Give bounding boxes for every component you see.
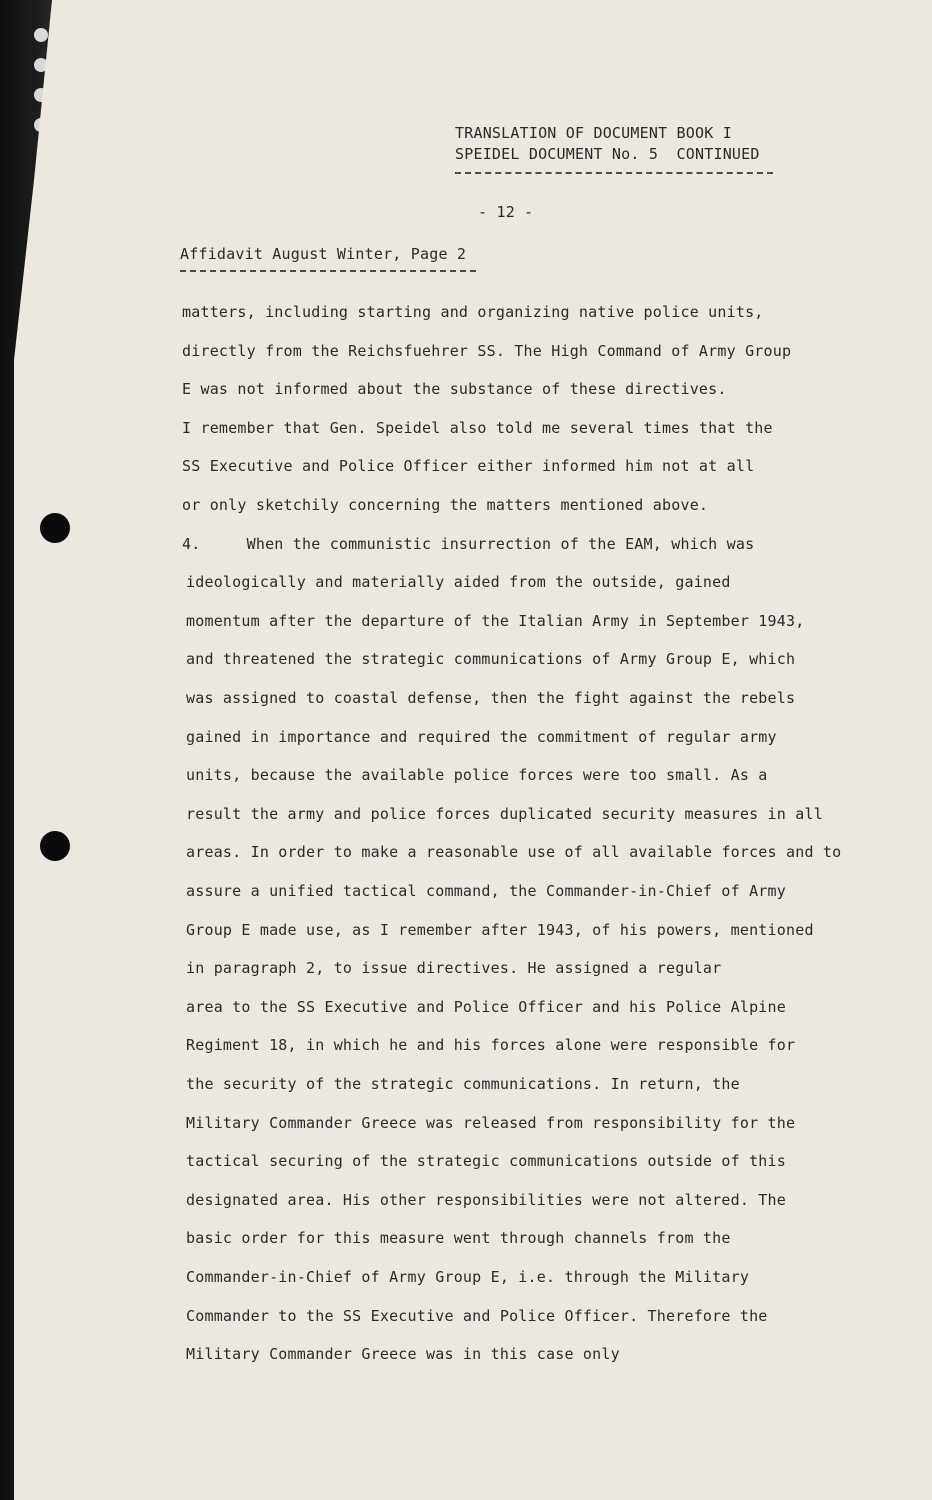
body-line: Commander-in-Chief of Army Group E, i.e. through the Military — [186, 1268, 750, 1286]
body-line: momentum after the departure of the Italian Army in September 1943, — [186, 611, 805, 630]
affidavit-title: Affidavit August Winter, Page 2 — [180, 245, 467, 263]
body-line: basic order for this measure went through channels from the — [186, 1229, 731, 1248]
body-line: the security of the strategic communications. In return, the — [186, 1075, 740, 1093]
document-header-line-2: SPEIDEL DOCUMENT No. 5 CONTINUED — [455, 145, 760, 163]
punch-hole — [40, 831, 70, 861]
body-line: Regiment 18, in which he and his forces alone were responsible for — [186, 1036, 796, 1055]
body-line: ideologically and materially aided from the outside, gained — [186, 573, 731, 592]
body-line: result the army and police forces duplicated security measures in all — [186, 804, 823, 823]
body-line: and threatened the strategic communications of Army Group E, which — [186, 650, 796, 669]
header-divider — [455, 172, 773, 174]
body-line: or only sketchily concerning the matters mentioned above. — [182, 496, 709, 514]
body-line: directly from the Reichsfuehrer SS. The High Command of Army Group — [182, 341, 792, 360]
body-line: designated area. His other responsibilities were not altered. The — [186, 1190, 786, 1209]
document-header-line-1: TRANSLATION OF DOCUMENT BOOK I — [455, 124, 732, 142]
body-line: tactical securing of the strategic communications outside of this — [186, 1152, 786, 1171]
punch-hole — [40, 513, 70, 543]
body-line: E was not informed about the substance of these directives. — [182, 380, 727, 399]
binding-ring — [34, 28, 48, 42]
body-line: Military Commander Greece was in this case only — [186, 1345, 620, 1364]
body-line: Commander to the SS Executive and Police Officer. Therefore the — [186, 1306, 768, 1325]
page-number: - 12 - — [478, 203, 534, 221]
body-line: Group E made use, as I remember after 1943, of his powers, mentioned — [186, 920, 814, 939]
body-line: units, because the available police forces were too small. As a — [186, 766, 768, 785]
body-line: was assigned to coastal defense, then the fight against the rebels — [186, 689, 796, 707]
body-line: Military Commander Greece was released from responsibility for the — [186, 1113, 796, 1132]
title-underline — [180, 270, 476, 272]
body-line: assure a unified tactical command, the Commander-in-Chief of Army — [186, 882, 786, 900]
body-line: 4. When the communistic insurrection of the EAM, which was — [182, 534, 755, 553]
body-line: areas. In order to make a reasonable use of all available forces and to — [186, 843, 842, 862]
body-line: SS Executive and Police Officer either informed him not at all — [182, 457, 755, 476]
body-line: matters, including starting and organizing native police units, — [182, 303, 764, 321]
body-line: area to the SS Executive and Police Officer and his Police Alpine — [186, 997, 786, 1016]
body-line: in paragraph 2, to issue directives. He assigned a regular — [186, 959, 722, 978]
body-line: I remember that Gen. Speidel also told me several times that the — [182, 418, 773, 437]
body-line: gained in importance and required the commitment of regular army — [186, 727, 777, 746]
